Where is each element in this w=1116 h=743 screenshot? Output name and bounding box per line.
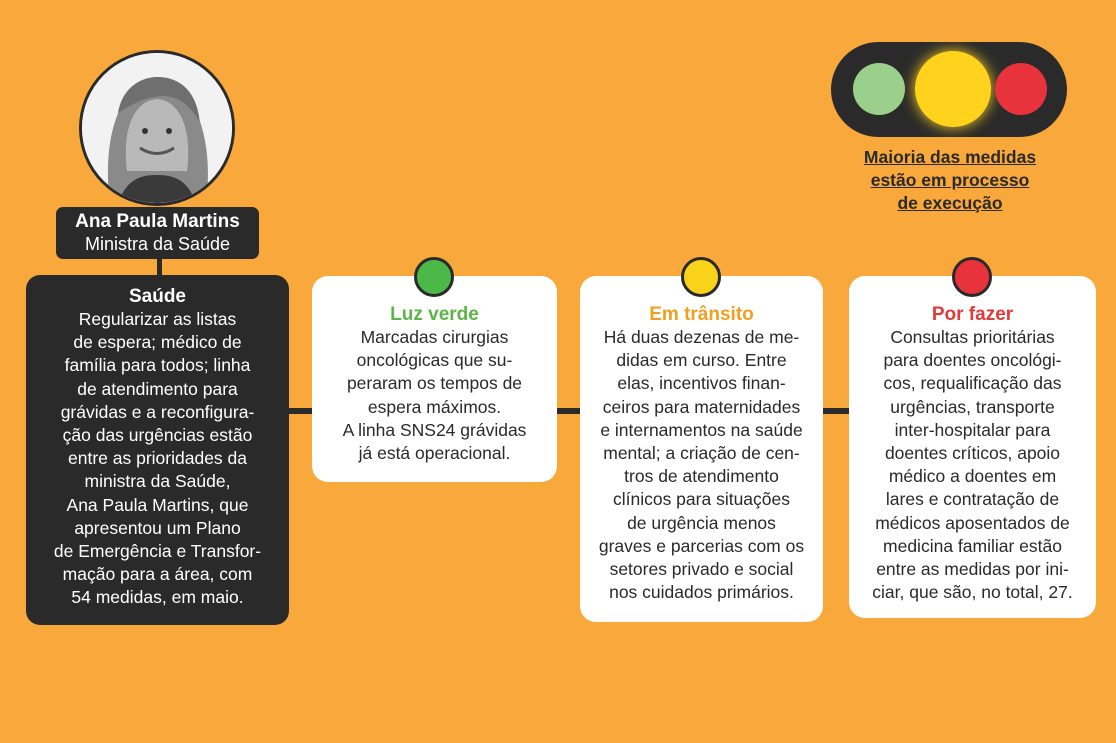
card-title: Em trânsito: [649, 304, 754, 325]
portrait-illustration: [82, 53, 232, 203]
main-text-line: de atendimento para: [77, 378, 238, 399]
card-text-line: entre as medidas por ini-: [876, 559, 1069, 580]
caption-line: Maioria das medidas: [863, 147, 1037, 167]
green-status-dot: [414, 257, 454, 297]
card-text-line: lares e contratação de: [885, 489, 1060, 510]
connector-line-1: [288, 408, 314, 414]
card-text-line: mental; a criação de cen-: [603, 443, 800, 464]
card-text-line: tros de atendimento: [624, 466, 779, 487]
card-text-line: graves e parcerias com os: [598, 535, 805, 556]
card-text-line: nos cuidados primários.: [609, 582, 794, 603]
red-status-dot: [952, 257, 992, 297]
connector-line-3: [822, 408, 850, 414]
card-por-fazer: [849, 276, 1096, 618]
card-text-line: elas, incentivos finan-: [617, 373, 786, 394]
card-text-line: doentes críticos, apoio: [884, 443, 1061, 464]
card-text-line: cos, requalificação das: [883, 373, 1062, 394]
card-text-line: A linha SNS24 grávidas: [342, 419, 527, 440]
card-text-line: médicos aposentados de: [875, 512, 1070, 533]
card-text-line: médico a doentes em: [888, 466, 1057, 487]
main-text-line: família para todos; linha: [64, 355, 251, 376]
main-text-line: ministra da Saúde,: [84, 471, 231, 492]
person-name: Ana Paula Martins: [75, 211, 240, 232]
card-text-line: já está operacional.: [358, 443, 511, 464]
main-text-line: entre as prioridades da: [68, 448, 247, 469]
card-text-line: ciar, que são, no total, 27.: [872, 582, 1073, 603]
card-text-line: oncológicas que su-: [356, 350, 513, 371]
main-text-line: Ana Paula Martins, que: [66, 494, 249, 515]
connector-line-2: [556, 408, 582, 414]
person-nameplate: [56, 207, 259, 259]
card-text-line: medicina familiar estão: [883, 535, 1062, 556]
caption-line: de execução: [897, 193, 1003, 213]
card-text-line: inter-hospitalar para: [894, 419, 1051, 440]
portrait-photo: [79, 50, 235, 206]
main-title: Saúde: [128, 286, 187, 307]
traffic-light: [831, 42, 1067, 137]
person-role: Ministra da Saúde: [84, 234, 231, 254]
red-lamp: [995, 63, 1047, 115]
main-summary-box: [26, 275, 289, 625]
card-text-line: urgências, transporte: [890, 396, 1055, 417]
main-text-line: mação para a área, com: [62, 564, 253, 585]
card-luz-verde: [312, 276, 557, 482]
card-text-line: Marcadas cirurgias: [360, 327, 509, 347]
card-text-line: Há duas dezenas de me-: [603, 327, 800, 347]
caption-line: estão em processo: [870, 170, 1030, 190]
main-text-line: de Emergência e Transfor-: [53, 541, 262, 562]
card-text-line: ceiros para maternidades: [602, 396, 801, 417]
main-text-line: de espera; médico de: [73, 332, 242, 353]
yellow-status-dot: [681, 257, 721, 297]
traffic-light-caption: [830, 146, 1070, 215]
card-text-line: clínicos para situações: [612, 489, 791, 510]
card-text-line: para doentes oncológi-: [883, 350, 1062, 371]
card-text-line: setores privado e social: [609, 559, 794, 580]
nameplate-connector: [157, 259, 162, 276]
main-text-line: grávidas e a reconfigura-: [60, 401, 255, 422]
card-text-line: peraram os tempos de: [346, 373, 523, 394]
card-text-line: espera máximos.: [367, 396, 502, 417]
card-em-transito: [580, 276, 823, 622]
main-text-line: Regularizar as listas: [78, 309, 237, 329]
card-text-line: didas em curso. Entre: [616, 350, 787, 371]
green-lamp: [853, 63, 905, 115]
card-text-line: e internamentos na saúde: [600, 419, 803, 440]
main-text-line: apresentou um Plano: [74, 517, 241, 538]
card-text-line: de urgência menos: [627, 512, 776, 533]
main-text-line: ção das urgências estão: [62, 425, 253, 446]
yellow-lamp: [915, 51, 991, 127]
card-title: Por fazer: [931, 304, 1014, 325]
main-text-line: 54 medidas, em maio.: [71, 587, 244, 608]
card-text-line: Consultas prioritárias: [890, 327, 1055, 347]
card-title: Luz verde: [390, 304, 479, 325]
